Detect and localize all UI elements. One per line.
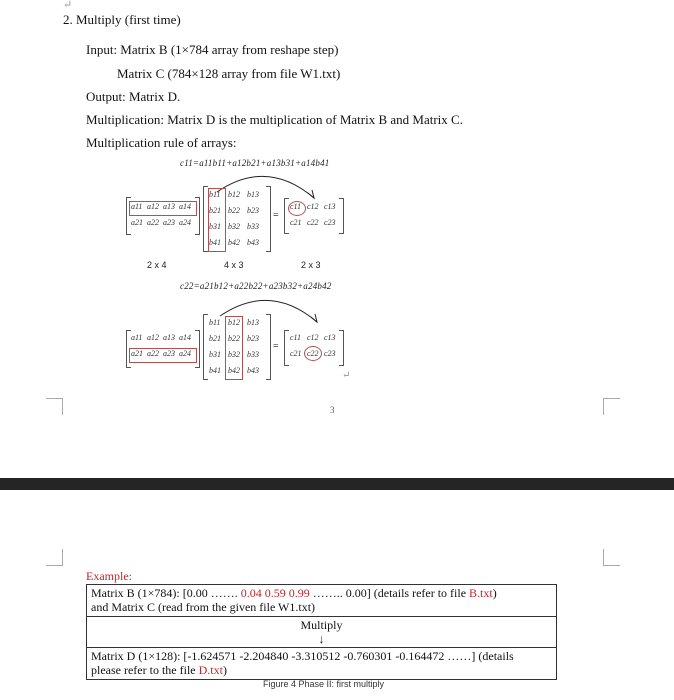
example-heading: Example:	[86, 569, 132, 583]
right-matrix-cell: c11	[290, 333, 301, 342]
rule-line: Multiplication rule of arrays:	[86, 135, 237, 150]
page-number: 3	[330, 405, 335, 415]
equals-2: =	[273, 341, 279, 352]
figure-caption: Figure 4 Phase II: first multiply	[263, 679, 385, 689]
right-matrix-cell: c12	[307, 333, 319, 342]
output-line: Output: Matrix D.	[86, 89, 181, 104]
left-matrix-cell: a14	[179, 333, 191, 342]
middle-matrix-cell: b42	[228, 238, 240, 247]
right-matrix-cell: c22	[307, 349, 319, 358]
right-matrix-cell: c21	[290, 218, 302, 227]
return-mark: ↵	[63, 0, 73, 11]
left-matrix-cell: a12	[147, 202, 159, 211]
left-matrix-cell: a22	[147, 349, 159, 358]
corner-mark-tr	[603, 398, 620, 415]
right-matrix-cell: c21	[290, 349, 302, 358]
middle-matrix-cell: b12	[228, 190, 240, 199]
middle-matrix-cell: b11	[209, 318, 221, 327]
left-matrix-cell: a23	[163, 218, 175, 227]
row3-text-b: )	[222, 663, 227, 677]
equals-1: =	[273, 210, 279, 221]
row1-text-a: Matrix B (1×784): [0.00 …….	[91, 586, 241, 600]
right-matrix-cell: c13	[324, 202, 336, 211]
middle-matrix-cell: b13	[247, 318, 259, 327]
row1-red-values: 0.04 0.59 0.99	[240, 586, 310, 600]
middle-matrix-cell: b21	[209, 334, 221, 343]
formula-c11: c11=a11b11+a12b21+a13b31+a14b41	[180, 158, 330, 168]
middle-matrix-cell: b21	[209, 206, 221, 215]
left-matrix-cell: a13	[163, 202, 175, 211]
left-matrix-cell: a11	[131, 202, 143, 211]
right-matrix-cell: c23	[324, 218, 336, 227]
formula-c22: c22=a21b12+a22b22+a23b32+a24b42	[180, 281, 332, 291]
left-matrix-cell: a23	[163, 349, 175, 358]
example-row-2	[86, 616, 557, 648]
row3-line1: Matrix D (1×128): [-1.624571 -2.204840 -3.310512 -0.760301 -0.164472 ……] (details	[91, 649, 514, 663]
right-matrix-cell: c23	[324, 349, 336, 358]
row1-text-c: )	[492, 586, 497, 600]
example-row-1	[86, 584, 557, 617]
left-matrix-cell: a22	[147, 218, 159, 227]
row1-text-b: …….. 0.00] (details refer to file	[309, 586, 470, 600]
middle-matrix-cell: b33	[247, 350, 259, 359]
right-matrix-cell: c22	[307, 218, 319, 227]
multiplication-line: Multiplication: Matrix D is the multiplication of Matrix B and Matrix C.	[86, 112, 463, 127]
row1-line2: and Matrix C (read from the given file W1.txt)	[91, 600, 316, 614]
middle-matrix-cell: b23	[247, 334, 259, 343]
corner-mark-bl	[46, 549, 63, 566]
left-matrix-cell: a14	[179, 202, 191, 211]
dim-middle-1: 4 x 3	[224, 260, 244, 270]
middle-matrix-cell: b31	[209, 222, 221, 231]
example-row-3	[86, 647, 557, 680]
right-matrix-cell: c12	[307, 202, 319, 211]
right-matrix-cell: c13	[324, 333, 336, 342]
input-line-2: Matrix C (784×128 array from file W1.txt)	[117, 66, 341, 81]
middle-matrix-cell: b12	[228, 318, 240, 327]
left-matrix-cell: a24	[179, 349, 191, 358]
middle-matrix-cell: b32	[228, 222, 240, 231]
middle-matrix-cell: b31	[209, 350, 221, 359]
left-matrix-cell: a21	[131, 218, 143, 227]
left-matrix-cell: a21	[131, 349, 143, 358]
left-matrix-cell: a24	[179, 218, 191, 227]
trailing-mark: ↵	[342, 370, 351, 381]
corner-mark-tl	[46, 398, 63, 415]
left-matrix-cell: a12	[147, 333, 159, 342]
left-matrix-cell: a13	[163, 333, 175, 342]
middle-matrix-cell: b13	[247, 190, 259, 199]
section-title: 2. Multiply (first time)	[63, 12, 181, 27]
dim-left-1: 2 x 4	[147, 260, 167, 270]
middle-matrix-cell: b32	[228, 350, 240, 359]
input-line-1: Input: Matrix B (1×784 array from reshape step)	[86, 42, 339, 57]
middle-matrix-cell: b42	[228, 366, 240, 375]
file-b-link[interactable]: B.txt	[469, 586, 493, 600]
middle-matrix-cell: b22	[228, 206, 240, 215]
corner-mark-br	[603, 549, 620, 566]
middle-matrix-cell: b41	[209, 366, 221, 375]
down-arrow-icon: ↓	[318, 632, 325, 646]
middle-matrix-cell: b43	[247, 366, 259, 375]
middle-matrix-cell: b23	[247, 206, 259, 215]
multiply-label: Multiply	[300, 618, 343, 632]
middle-matrix-cell: b22	[228, 334, 240, 343]
middle-matrix-cell: b11	[209, 190, 221, 199]
row3-text-a: please refer to the file	[91, 663, 199, 677]
file-d-link[interactable]: D.txt	[198, 663, 223, 677]
middle-matrix-cell: b43	[247, 238, 259, 247]
left-matrix-cell: a11	[131, 333, 143, 342]
right-matrix-cell: c11	[290, 202, 301, 211]
middle-matrix-cell: b41	[209, 238, 221, 247]
dim-right-1: 2 x 3	[301, 260, 321, 270]
middle-matrix-cell: b33	[247, 222, 259, 231]
page-gap-band	[0, 478, 674, 490]
